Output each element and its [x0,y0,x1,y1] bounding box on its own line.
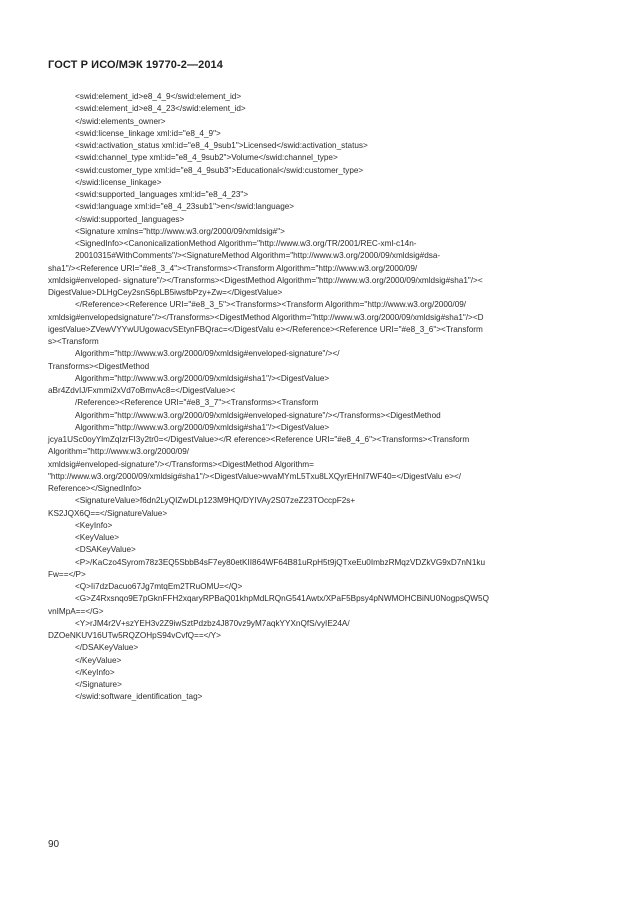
code-line: <KeyValue> [75,533,120,542]
code-line: </swid:elements_owner> [75,116,166,126]
code-line: <swid:supported_languages xml:id="e8_4_23"> [75,190,249,199]
code-line: xmldsig#envelopedsignature"/></Transforms><DigestMethod Algorithm="http://www.w3.org/2000/09/xmldsig#sha1"/><D [48,312,484,322]
code-line: Transforms><DigestMethod [48,361,150,371]
code-line: vnIMpA==</G> [48,606,104,616]
code-line: DZOeNKUV16UTw5RQZOHpS94vCvfQ==</Y> [48,631,221,640]
code-line: </Reference><Reference URI="#e8_3_5"><Transforms><Transform Algorithm="http://www.w3.org/2000/09/ [75,300,467,310]
code-line: sha1"/><Reference URI="#e8_3_4"><Transforms><Transform Algorithm="http://www.w3.org/2000/09/ [48,263,418,273]
code-line: igestValue>ZVewVYYwUUgowacvSEtynFBQrac=</DigestValu e></Reference><Reference URI="#e8_3_6"><Transform [48,324,483,334]
code-line: <Signature xmlns="http://www.w3.org/2000/09/xmldsig#"> [75,226,285,236]
code-line: Algorithm="http://www.w3.org/2000/09/xmldsig#sha1"/><DigestValue> [75,422,330,432]
code-line: aBr4ZdvIJ/Fxmmi2xVd7oBmvAc8=</DigestValue>< [48,386,236,395]
code-line: </swid:license_linkage> [75,177,162,187]
code-line: "http://www.w3.org/2000/09/xmldsig#sha1"/><DigestValue>wvaMYmL5Txu8LXQyrEHnI7WF40=</DigestValu e></ [48,471,462,481]
code-line: Algorithm="http://www.w3.org/2000/09/ [48,447,190,457]
code-line: xmldsig#enveloped- signature"/></Transforms><DigestMethod Algorithm="http://www.w3.org/2000/09/xmldsig#sha1"/>< [48,275,483,285]
code-line: <swid:customer_type xml:id="e8_4_9sub3">Educational</swid:customer_type> [75,165,364,175]
xml-code-listing [48,91,578,704]
code-line: <SignedInfo><CanonicalizationMethod Algorithm="http://www.w3.org/TR/2001/REC-xml-c14n- [75,239,417,248]
code-line: xmldsig#enveloped-signature"/></Transforms><DigestMethod Algorithm= [48,459,314,469]
code-line: KS2JQX6Q==</SignatureValue> [48,508,168,518]
code-line: <SignatureValue>f6dn2LyQIZwDLp123M9HQ/DYIVAy2S07zeZ23TOccpF2s+ [75,496,356,506]
code-line: <swid:element_id>e8_4_9</swid:element_id> [75,92,242,101]
code-line: <swid:channel_type xml:id="e8_4_9sub2">Volume</swid:channel_type> [75,153,338,163]
code-line: Algorithm="http://www.w3.org/2000/09/xmldsig#enveloped-signature"/></Transforms><DigestMethod [75,410,441,420]
code-line: </Signature> [75,680,122,689]
code-line: Algorithm="http://www.w3.org/2000/09/xmldsig#enveloped-signature"/></ [75,349,340,359]
code-line: <Q>Ii7dzDacuo67Jg7mtqEm2TRuOMU=</Q> [75,582,243,591]
code-line: <swid:activation_status xml:id="e8_4_9sub1">Licensed</swid:activation_status> [75,141,368,150]
code-line: <swid:license_linkage xml:id="e8_4_9"> [75,128,221,138]
code-line: Algorithm="http://www.w3.org/2000/09/xmldsig#sha1"/><DigestValue> [75,373,330,383]
code-line: </KeyInfo> [75,667,115,677]
code-line: <KeyInfo> [75,520,113,530]
code-line: Fw==</P> [48,569,86,579]
code-line: 20010315#WithComments"/><SignatureMethod Algorithm="http://www.w3.org/2000/09/xmldsig#dsa- [75,251,441,261]
code-line: <DSAKeyValue> [75,545,136,555]
code-line: s><Transform [48,337,99,346]
code-line: /Reference><Reference URI="#e8_3_7"><Transforms><Transform [75,398,319,408]
code-line: DigestValue>DLHgCey2snS6pLB5iwsfbPzy+Zw=</DigestValue> [48,288,283,297]
code-line: <swid:element_id>e8_4_23</swid:element_id> [75,104,246,114]
code-line: <swid:language xml:id="e8_4_23sub1">en</swid:language> [75,202,295,212]
code-line: <P>/KaCzo4Syrom78z3EQ5SbbB4sF7ey80etKII864WF64B81uRpH5t9jQTxeEu0ImbzRMqzVDZkVG9xD7nN1ku [75,557,486,567]
code-line: <Y>rJM4r2V+szYEH3v2Z9iwSztPdzbz4J870vz9yM7aqkYYXnQfS/vyIE24A/ [75,618,350,628]
code-line: jcya1USc0oyYlmZqIzrFI3y2tr0=</DigestValue></R eference><Reference URI="#e8_4_6"><Transforms><Transform [48,435,470,444]
code-line: </DSAKeyValue> [75,643,139,653]
page-number: 90 [48,839,60,850]
code-line: </swid:software_identification_tag> [75,692,203,702]
code-line: Reference></SignedInfo> [48,484,142,493]
code-line: </KeyValue> [75,655,122,665]
document-header: ГОСТ Р ИСО/МЭК 19770-2—2014 [48,59,223,71]
code-line: <G>Z4Rxsnqo9E7pGknFFH2xqaryRPBaQ01khpMdLRQnG541Awtx/XPaF5Bpsy4pNWMOHCBiNU0NogpsQW5Q [75,594,489,604]
code-line: </swid:supported_languages> [75,214,185,224]
